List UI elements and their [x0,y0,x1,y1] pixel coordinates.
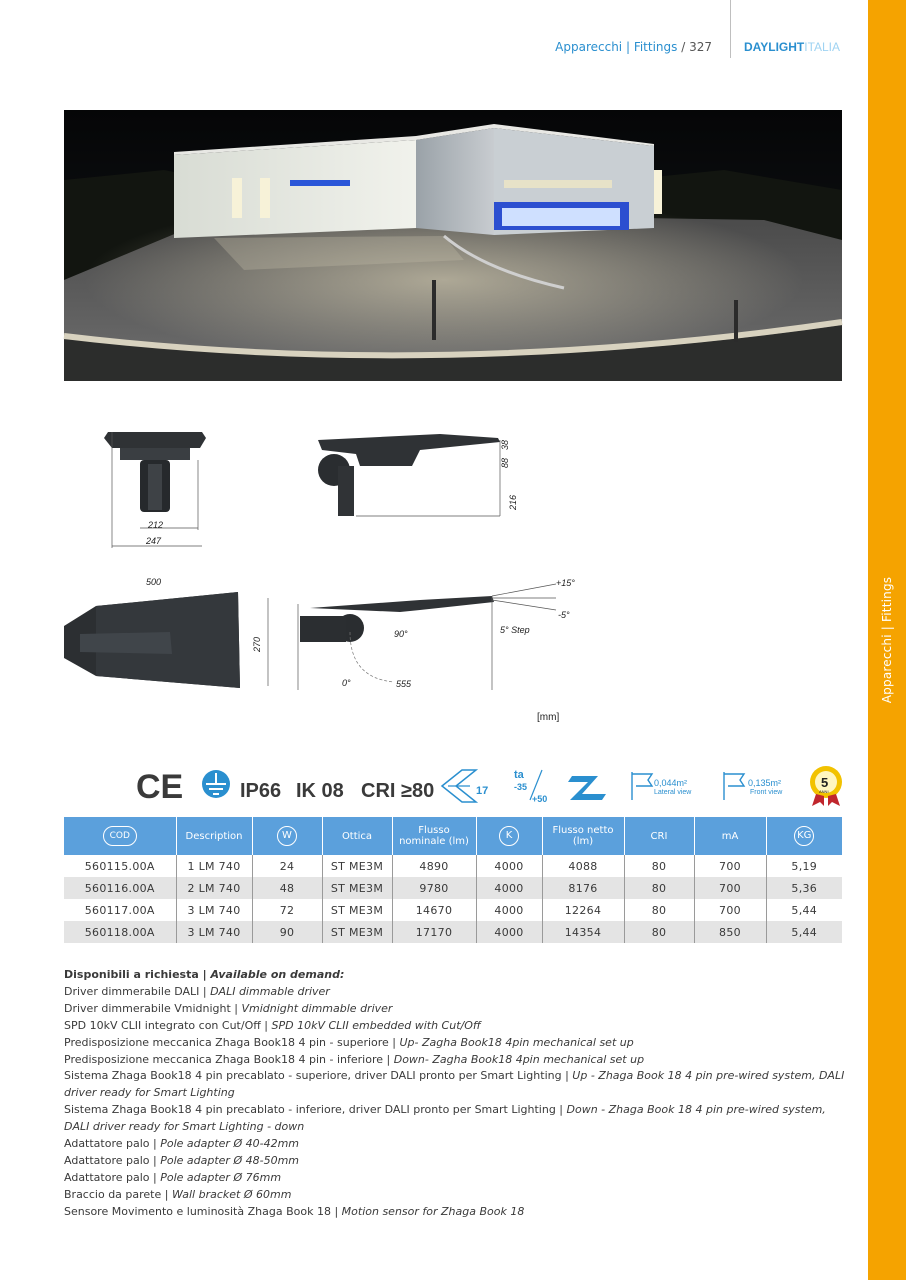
cell-cod: 560116.00A [64,877,176,899]
cell-cri: 80 [624,877,694,899]
ground-symbol-icon [202,770,230,798]
warranty-badge-icon [810,766,842,806]
list-item: Driver dimmerabile Vmidnight | Vmidnight dimmable driver [64,1001,393,1015]
watt-icon: W [277,826,297,846]
cell-kg: 5,44 [766,921,842,943]
cell-kelvin: 4000 [476,855,542,877]
cell-description: 1 LM 740 [176,855,252,877]
front-view-icon [724,772,783,800]
front-view-drawing [104,432,206,548]
dim-216: 216 [508,494,518,510]
tilt-view-drawing [298,578,575,723]
table-row [64,899,842,921]
cell-cod: 560118.00A [64,921,176,943]
ce-mark-icon [136,768,183,806]
unit-label: [mm] [537,712,560,723]
options-heading-it: Disponibili a richiesta | [64,968,211,981]
svg-text:CE: CE [136,768,184,806]
col-header-flusso-netto: Flusso netto (lm) [542,817,624,855]
angle-90-label: 90° [394,629,408,639]
cell-flusso-nominale: 4890 [392,855,476,877]
svg-text:Front view: Front view [750,789,783,796]
dim-247: 247 [146,536,162,546]
cell-ottica: ST ME3M [322,899,392,921]
page-number: / 327 [681,40,712,54]
cell-ottica: ST ME3M [322,921,392,943]
cell-kg: 5,19 [791,859,818,873]
certification-icons [136,764,856,808]
list-item: Adattatore palo | Pole adapter Ø 40-42mm [64,1137,299,1151]
col-header-cod [64,817,176,855]
page-header [555,40,860,56]
svg-text:-35: -35 [514,782,528,792]
cell-kelvin: 4000 [476,899,542,921]
kelvin-icon: K [499,826,519,846]
cell-flusso-nominale: 17170 [392,921,476,943]
col-header-cri: CRI [624,817,694,855]
cell-watt: 90 [252,921,322,943]
list-item: SPD 10kV CLII integrato con Cut/Off | SPD 10kV CLII embedded with Cut/Off [64,1018,481,1032]
cell-cod: 560115.00A [64,855,176,877]
cell-flusso-netto: 8176 [542,877,624,899]
list-item: Sistema Zhaga Book18 4 pin precablato - superiore, driver DALI pronto per Smart Lighting | Up - Zhaga Book 18 4 pin pre-wired system, DALI driver ready for Smart Lighting [64,1069,845,1100]
code-icon: COD [103,826,137,846]
cell-watt: 48 [252,877,322,899]
options-heading-en: Available on demand: [210,968,345,981]
col-header-kelvin [476,817,542,855]
svg-text:+50: +50 [532,794,548,804]
header-section [555,40,712,54]
cell-flusso-netto: 4088 [542,855,624,877]
table-row [64,877,842,899]
cell-description: 2 LM 740 [176,877,252,899]
product-installation-photo [64,110,842,381]
cell-ottica: ST ME3M [322,877,392,899]
lateral-view-icon [632,772,692,800]
tilt-step-label: 5° Step [500,625,530,635]
dim-38: 38 [500,439,510,450]
list-item: Adattatore palo | Pole adapter Ø 48-50mm [64,1153,299,1167]
cell-kelvin: 4000 [476,877,542,899]
cell-cri: 80 [624,855,694,877]
col-header-watt [252,817,322,855]
cell-kelvin: 4000 [476,921,542,943]
header-divider [730,0,731,58]
brand-bold: DAYLIGHT [744,40,805,54]
cell-ma: 850 [694,921,766,943]
header-section-label: Apparecchi | Fittings [555,40,678,54]
glass-icon [442,770,488,802]
dim-555: 555 [396,679,412,689]
tilt-down-label: -5° [558,610,570,620]
ik-rating: IK 08 [296,780,344,802]
dim-500: 500 [146,577,162,587]
col-header-ottica: Ottica [322,817,392,855]
cell-ma: 700 [694,899,766,921]
cell-cri: 80 [624,921,694,943]
side-bar-label: Apparecchi | Fittings [880,576,894,704]
cell-ma: 700 [694,855,766,877]
table-header-row [64,817,842,855]
list-item: Braccio da parete | Wall bracket Ø 60mm [64,1187,292,1201]
cell-cri: 80 [624,899,694,921]
angle-0-label: 0° [342,678,351,688]
weight-icon: KG [794,826,814,846]
cell-ma: 700 [694,877,766,899]
cell-flusso-nominale: 9780 [392,877,476,899]
technical-drawings [60,420,600,723]
list-item: Driver dimmerabile DALI | DALI dimmable driver [64,984,330,998]
brand-light: ITALIA [804,40,841,54]
svg-text:ANNI: ANNI [819,789,829,794]
table-row [64,921,842,943]
cell-description: 3 LM 740 [176,899,252,921]
col-header-flusso-nominale: Flusso nominale (lm) [392,817,476,855]
top-view-drawing [64,577,268,688]
cell-cod: 560117.00A [64,899,176,921]
dim-270: 270 [252,636,262,652]
options-heading [64,967,854,984]
svg-text:ta: ta [514,769,524,781]
table-row [64,855,842,877]
svg-text:17: 17 [476,785,489,797]
svg-text:0,135m²: 0,135m² [748,778,782,788]
dim-212: 212 [148,520,164,530]
col-header-kg [766,817,842,855]
zhaga-icon [568,776,606,800]
spec-table [64,817,842,943]
brand-logo [744,40,840,54]
dim-88: 88 [500,457,510,468]
cri-rating: CRI ≥80 [361,780,435,802]
cell-kg: 5,36 [766,877,842,899]
cell-ottica: ST ME3M [322,855,392,877]
ip-rating: IP66 [240,780,282,802]
cell-kg: 5,44 [791,903,818,917]
svg-text:Lateral view: Lateral view [654,789,692,796]
cell-description: 3 LM 740 [176,921,252,943]
side-view-drawing [318,434,518,516]
options-list [64,967,854,1221]
list-item: Sensore Movimento e luminosità Zhaga Book 18 | Motion sensor for Zhaga Book 18 [64,1204,525,1218]
list-item: Predisposizione meccanica Zhaga Book18 4 pin - superiore | Up- Zagha Book18 4pin mechanical set up [64,1035,634,1049]
cell-flusso-netto: 14354 [542,921,624,943]
list-item: Adattatore palo | Pole adapter Ø 76mm [64,1170,282,1184]
ambient-temperature-icon [514,769,547,804]
svg-text:0,044m²: 0,044m² [654,778,688,788]
cell-watt: 24 [252,855,322,877]
cell-flusso-netto: 12264 [542,899,624,921]
cell-watt: 72 [252,899,322,921]
col-header-description: Description [176,817,252,855]
cell-flusso-nominale: 14670 [392,899,476,921]
list-item: Sistema Zhaga Book18 4 pin precablato - inferiore, driver DALI pronto per Smart Lighting | Down - Zhaga Book 18 4 pin pre-wired system, DALI driver ready for Smart Lighting - down [64,1103,826,1134]
svg-text:5: 5 [821,775,829,790]
list-item: Predisposizione meccanica Zhaga Book18 4 pin - inferiore | Down- Zagha Book18 4pin mechanical set up [64,1052,645,1066]
tilt-up-label: +15° [556,578,575,588]
col-header-ma: mA [694,817,766,855]
